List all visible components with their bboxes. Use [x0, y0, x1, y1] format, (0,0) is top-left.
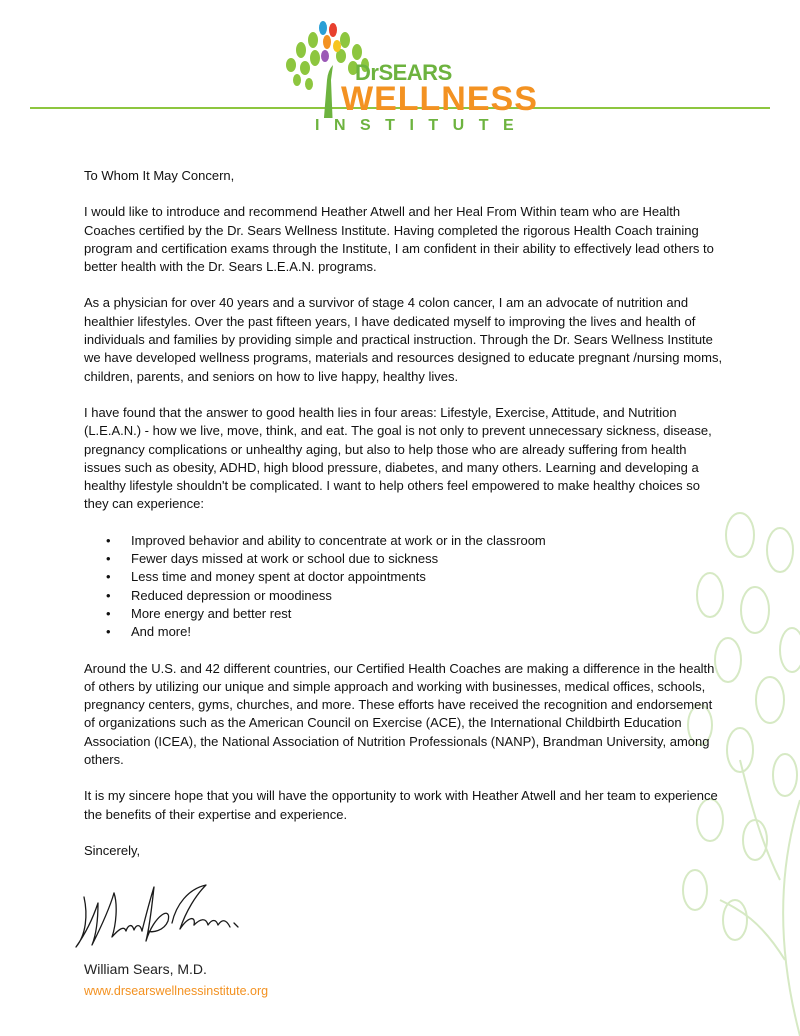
handwritten-signature [68, 875, 248, 955]
logo-brand-top: DrSEARS [355, 60, 452, 85]
paragraph-intro: I would like to introduce and recommend Heather Atwell and her Heal From Within team who are Health Coaches certified by the Dr. Sears Wellness Institute. Having completed the rigorous Health Coach training program and certification exams through the Institute, I am confident in their ability to effectively lead others to better health with the Dr. Sears L.E.A.N. programs. [84, 204, 714, 275]
drsears-logo [283, 20, 538, 134]
paragraph-lean: I have found that the answer to good health lies in four areas: Lifestyle, Exercise, Attitude, and Nutrition (L.E.A.N.) - how we live, move, think, and eat. The goal is not only to prevent unnecessary sickness, disease, pregnancy complications or unhealthy aging, but also to help those who are already suffering from health issues such as obesity, ADHD, high blood pressure, diabetes, and many others. Learning and developing a healthy lifestyle shouldn't be complicated. I want to help others feel empowered to make healthy choices so they can experience: [84, 404, 712, 512]
signoff: Sincerely, [84, 842, 141, 858]
list-item: • And more! [131, 623, 724, 641]
logo-brand-bottom: INSTITUTE [311, 118, 532, 134]
salutation: To Whom It May Concern, [84, 168, 235, 183]
logo-brand-main: WELLNESS [341, 80, 538, 118]
letter-body [84, 167, 724, 878]
benefits-list [84, 532, 724, 642]
website-url: www.drsearswellnessinstitute.org [84, 984, 269, 998]
paragraph-coaches: Around the U.S. and 42 different countries, our Certified Health Coaches are making a difference in the health of others by utilizing our unique and simple approach and working with businesses, medical offices, schools, pregnancy centers, gyms, churches, and more. These efforts have received the recognition and endorsement of organizations such as the American Council on Exercise (ACE), the International Childbirth Education Association (ICEA), the National Association of Nutrition Professionals (NANP), Brandman University, among others. [84, 660, 715, 768]
list-item: • Less time and money spent at doctor appointments [131, 568, 724, 586]
signatory-name: William Sears, M.D. [84, 961, 207, 977]
list-item: • Reduced depression or moodiness [131, 587, 724, 605]
list-item: • Fewer days missed at work or school due to sickness [131, 550, 724, 568]
list-item: • More energy and better rest [131, 605, 724, 623]
list-item: • Improved behavior and ability to concentrate at work or in the classroom [131, 532, 724, 550]
paragraph-hope: It is my sincere hope that you will have the opportunity to work with Heather Atwell and her team to experience the benefits of their expertise and experience. [84, 788, 718, 822]
paragraph-background: As a physician for over 40 years and a survivor of stage 4 colon cancer, I am an advocate of nutrition and healthier lifestyles. Over the past fifteen years, I have dedicated myself to improving the lives and health of individuals and families by providing simple and practical instruction. Through the Dr. Sears Wellness Institute we have developed wellness programs, materials and resources designed to educate pregnant /nursing moms, children, parents, and seniors on how to live happy, healthy lives. [84, 295, 723, 384]
